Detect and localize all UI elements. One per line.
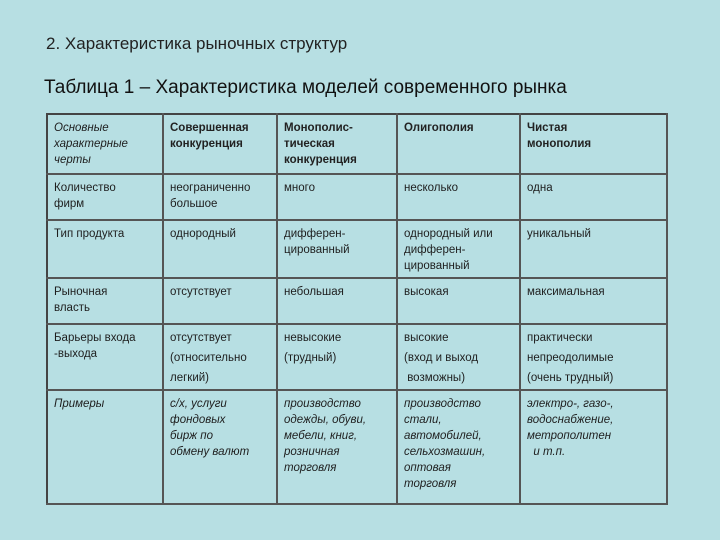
table-row <box>47 220 667 278</box>
cell-perfect-competition <box>163 278 277 324</box>
table-caption: Таблица 1 – Характеристика моделей современного рынка <box>44 77 567 98</box>
cell-oligopoly <box>397 174 520 220</box>
cell-text-line: Тип продукта <box>54 228 125 240</box>
cell-feature <box>47 174 163 220</box>
cell-text-line: метрополитен <box>527 430 612 442</box>
cell-text-line: цированный <box>284 244 350 256</box>
cell-text-line: высокая <box>404 286 449 298</box>
cell-text-line: -выхода <box>54 348 98 360</box>
cell-text-line: конкуренция <box>284 154 357 166</box>
cell-text-line: практически <box>527 332 593 344</box>
cell-text-line: уникальный <box>527 228 591 240</box>
table-row <box>47 278 667 324</box>
cell-text-line: возможны) <box>404 372 466 384</box>
cell-text-line: тическая <box>284 138 335 150</box>
cell-text-line: несколько <box>404 182 459 194</box>
cell-text-line: черты <box>54 154 91 166</box>
cell-oligopoly <box>397 390 520 504</box>
header-cell-monopolistic-competition <box>277 114 397 174</box>
cell-pure-monopoly <box>520 324 667 390</box>
cell-monopolistic-competition <box>277 324 397 390</box>
cell-text-line: розничная <box>284 446 340 458</box>
cell-oligopoly <box>397 220 520 278</box>
cell-pure-monopoly <box>520 390 667 504</box>
cell-text-line: фондовых <box>170 414 226 426</box>
cell-text-line: отсутствует <box>170 286 232 298</box>
cell-text-line: отсутствует <box>170 332 232 344</box>
cell-text-line: бирж по <box>170 430 213 442</box>
cell-feature <box>47 324 163 390</box>
cell-text-line: характерные <box>54 138 128 150</box>
cell-text-line: (трудный) <box>284 352 337 364</box>
cell-text-line: конкуренция <box>170 138 243 150</box>
cell-text-line: Чистая <box>527 122 568 134</box>
cell-monopolistic-competition <box>277 220 397 278</box>
cell-perfect-competition <box>163 390 277 504</box>
cell-text-line: легкий) <box>170 372 210 384</box>
cell-text-line: однородный <box>170 228 236 240</box>
table-row <box>47 174 667 220</box>
cell-text-line: (очень трудный) <box>527 372 614 384</box>
cell-text-line: производство <box>284 398 361 410</box>
table-row <box>47 390 667 504</box>
slide-title: 2. Характеристика рыночных структур <box>46 34 348 53</box>
cell-text-line: одежды, обуви, <box>284 414 367 426</box>
cell-text-line: оптовая <box>404 462 451 474</box>
cell-text-line: большое <box>170 198 218 210</box>
header-cell-perfect-competition <box>163 114 277 174</box>
cell-text-line: высокие <box>404 332 449 344</box>
cell-text-line: торговля <box>404 478 457 490</box>
cell-text-line: однородный или <box>404 228 493 240</box>
table-header-row <box>47 114 667 174</box>
cell-oligopoly <box>397 324 520 390</box>
cell-text-line: (вход и выход <box>404 352 479 364</box>
cell-text-line: Олигополия <box>404 122 474 134</box>
cell-text-line: много <box>284 182 315 194</box>
cell-perfect-competition <box>163 220 277 278</box>
cell-text-line: с/х, услуги <box>170 398 227 410</box>
cell-text-line: неограниченно <box>170 182 251 194</box>
cell-text-line: цированный <box>404 260 470 272</box>
cell-perfect-competition <box>163 174 277 220</box>
cell-monopolistic-competition <box>277 390 397 504</box>
cell-text-line: дифферен- <box>284 228 346 240</box>
cell-text-line: Основные <box>54 122 109 134</box>
cell-text-line: торговля <box>284 462 337 474</box>
cell-perfect-competition <box>163 324 277 390</box>
cell-pure-monopoly <box>520 220 667 278</box>
cell-text-line: небольшая <box>284 286 344 298</box>
cell-oligopoly <box>397 278 520 324</box>
cell-monopolistic-competition <box>277 278 397 324</box>
cell-text-line: и т.п. <box>527 446 566 458</box>
cell-text-line: стали, <box>404 414 442 426</box>
cell-monopolistic-competition <box>277 174 397 220</box>
cell-text-line: обмену валют <box>170 446 250 458</box>
cell-text-line: непреодолимые <box>527 352 614 364</box>
cell-text-line: (относительно <box>170 352 247 364</box>
cell-text-line: Совершенная <box>170 122 249 134</box>
header-cell-pure-monopoly <box>520 114 667 174</box>
cell-text-line: максимальная <box>527 286 605 298</box>
cell-text-line: Рыночная <box>54 286 108 298</box>
cell-text-line: автомобилей, <box>404 430 482 442</box>
cell-text-line: производство <box>404 398 481 410</box>
cell-text-line: Количество <box>54 182 116 194</box>
cell-text-line: сельхозмашин, <box>404 446 486 458</box>
cell-text-line: Барьеры входа <box>54 332 136 344</box>
market-structures-table <box>46 113 668 505</box>
table-row <box>47 324 667 390</box>
cell-text-line: невысокие <box>284 332 342 344</box>
cell-text-line: фирм <box>54 198 85 210</box>
cell-text-line: водоснабжение, <box>527 414 614 426</box>
header-cell-oligopoly <box>397 114 520 174</box>
cell-text-line: власть <box>54 302 90 314</box>
header-cell-feature <box>47 114 163 174</box>
cell-pure-monopoly <box>520 278 667 324</box>
cell-text-line: Примеры <box>54 398 105 410</box>
cell-feature <box>47 390 163 504</box>
cell-text-line: Монополис- <box>284 122 353 134</box>
cell-text-line: дифферен- <box>404 244 466 256</box>
cell-text-line: монополия <box>527 138 592 150</box>
cell-text-line: электро-, газо-, <box>527 398 614 410</box>
cell-pure-monopoly <box>520 174 667 220</box>
cell-text-line: мебели, книг, <box>284 430 358 442</box>
cell-feature <box>47 278 163 324</box>
cell-feature <box>47 220 163 278</box>
cell-text-line: одна <box>527 182 553 194</box>
